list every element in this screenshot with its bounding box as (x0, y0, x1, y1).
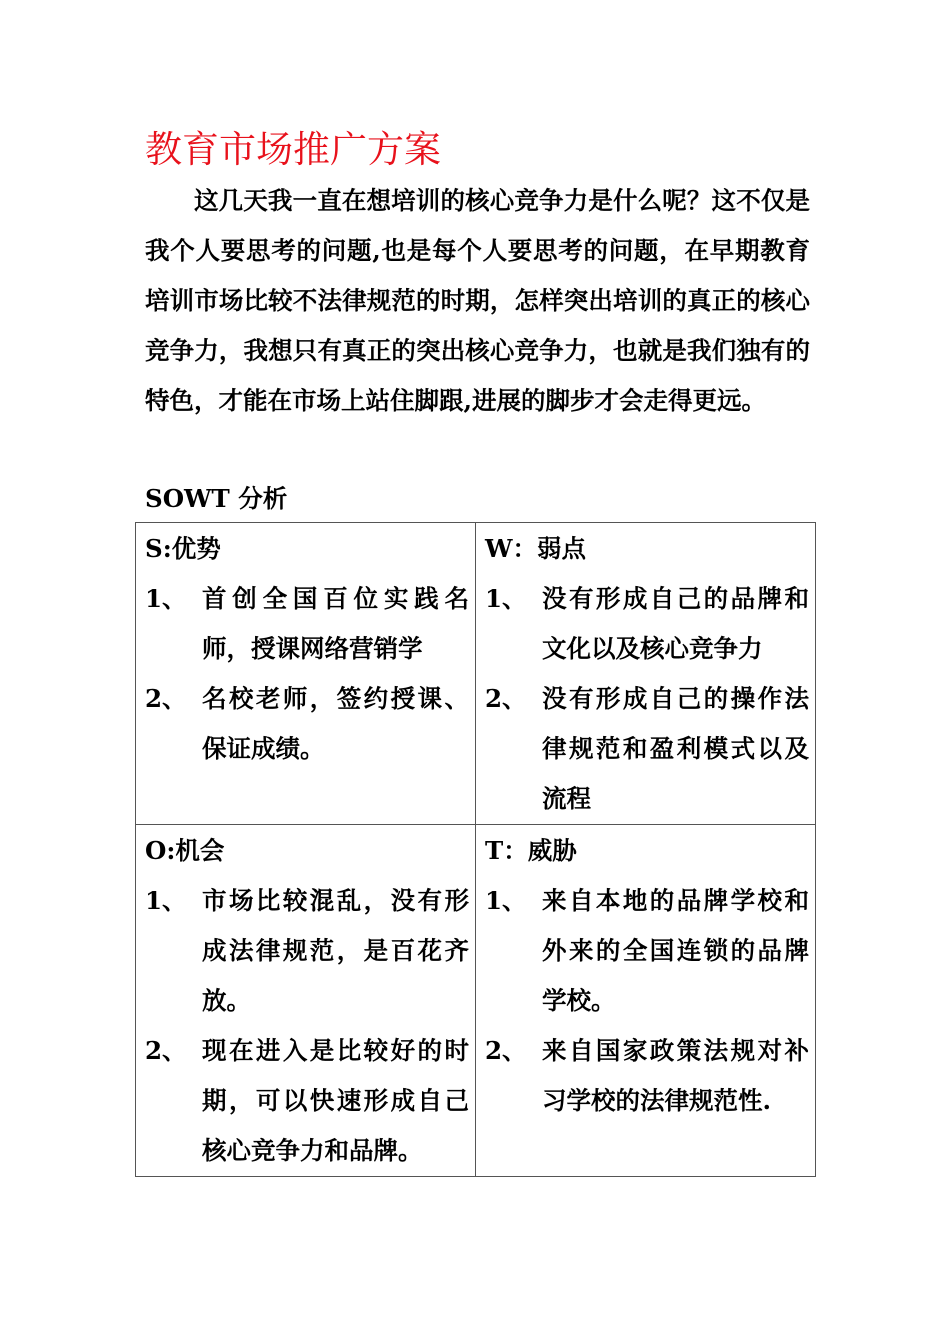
item-text: 来自国家政策法规对补习学校的法律规范性. (542, 1036, 809, 1115)
item-number: 2、 (485, 684, 527, 713)
item-text: 没有形成自己的操作法律规范和盈利模式以及流程 (542, 684, 809, 813)
item-number: 2、 (145, 1036, 187, 1065)
list-item (485, 1026, 809, 1126)
swot-row-bottom (136, 825, 816, 1177)
item-number: 1、 (485, 886, 527, 915)
document-title: 教育市场推广方案 (145, 128, 441, 171)
strengths-cell (136, 523, 476, 825)
item-text: 现在进入是比较好的时期，可以快速形成自己核心竞争力和品牌。 (202, 1036, 469, 1165)
threats-title: T：威胁 (485, 836, 577, 865)
item-number: 1、 (145, 886, 187, 915)
opportunities-cell (136, 825, 476, 1177)
item-text: 没有形成自己的品牌和文化以及核心竞争力 (542, 584, 809, 663)
list-item (485, 674, 809, 824)
list-item (145, 876, 469, 1026)
threats-list (485, 876, 809, 1126)
threats-cell (476, 825, 816, 1177)
item-number: 2、 (145, 684, 187, 713)
item-text: 市场比较混乱，没有形成法律规范，是百花齐放。 (202, 886, 469, 1015)
swot-table (135, 522, 816, 1177)
list-item (145, 574, 469, 674)
swot-heading: SOWT 分析 (145, 484, 288, 513)
strengths-title: S:优势 (145, 534, 221, 563)
item-text: 首创全国百位实践名师，授课网络营销学 (202, 584, 469, 663)
opportunities-title: O:机会 (145, 836, 225, 865)
weaknesses-list (485, 574, 809, 824)
weaknesses-title: W：弱点 (485, 534, 587, 563)
list-item (145, 674, 469, 774)
list-item (485, 876, 809, 1026)
item-number: 1、 (485, 584, 527, 613)
item-number: 1、 (145, 584, 187, 613)
weaknesses-cell (476, 523, 816, 825)
item-text: 名校老师，签约授课、保证成绩。 (202, 684, 469, 763)
swot-row-top (136, 523, 816, 825)
list-item (145, 1026, 469, 1176)
intro-paragraph: 这几天我一直在想培训的核心竞争力是什么呢？这不仅是我个人要思考的问题,也是每个人要思考的问题，在早期教育培训市场比较不法律规范的时期，怎样突出培训的真正的核心竞争力，我想只有真正的突出核心竞争力，也就是我们独有的特色，才能在市场上站住脚跟,进展的脚步才会走得更远。 (145, 186, 810, 415)
item-number: 2、 (485, 1036, 527, 1065)
opportunities-list (145, 876, 469, 1176)
strengths-list (145, 574, 469, 774)
item-text: 来自本地的品牌学校和外来的全国连锁的品牌学校。 (542, 886, 809, 1015)
list-item (485, 574, 809, 674)
